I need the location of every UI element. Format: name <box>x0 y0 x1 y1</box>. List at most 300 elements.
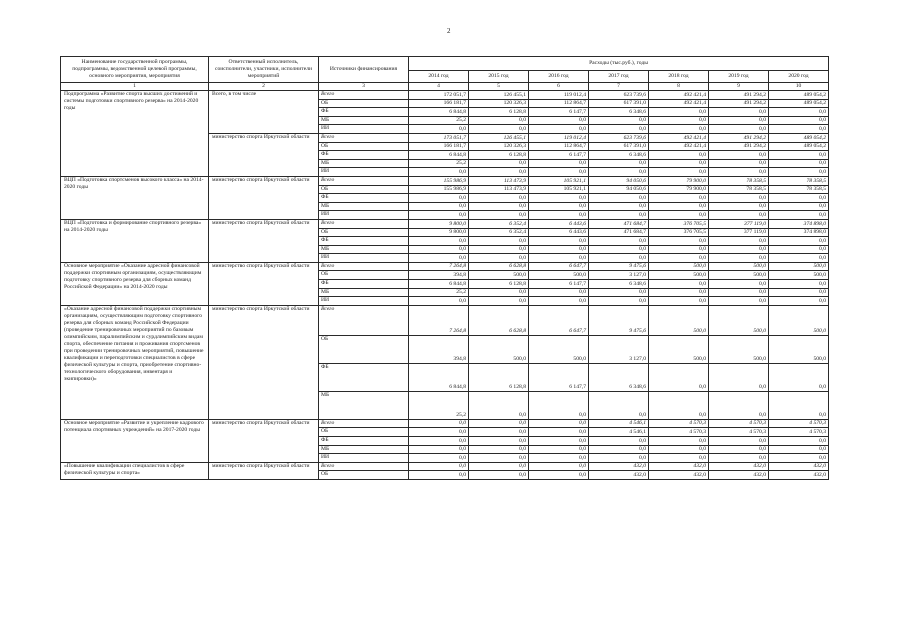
row-source: ИИ <box>319 125 409 134</box>
expenses-table <box>60 56 829 480</box>
row-value: 0,0 <box>649 288 709 297</box>
row-value: 6 844,8 <box>409 280 469 289</box>
row-value: 0,0 <box>469 159 529 168</box>
row-value: 500,0 <box>769 305 829 335</box>
header-year: 2020 год <box>769 70 829 82</box>
row-value: 166 181,7 <box>409 142 469 151</box>
row-value: 0,0 <box>529 125 589 134</box>
row-source: Всего <box>319 262 409 271</box>
row-value: 394,8 <box>409 271 469 280</box>
row-value: 0,0 <box>469 194 529 203</box>
row-value: 0,0 <box>649 194 709 203</box>
row-value: 500,0 <box>649 271 709 280</box>
row-value: 172 051,7 <box>409 91 469 100</box>
row-value: 0,0 <box>769 194 829 203</box>
row-value: 0,0 <box>469 288 529 297</box>
row-value: 0,0 <box>769 211 829 220</box>
row-value: 4 546,1 <box>589 419 649 428</box>
row-value: 0,0 <box>709 194 769 203</box>
row-value: 0,0 <box>649 202 709 211</box>
row-value: 0,0 <box>649 125 709 134</box>
row-value: 25,2 <box>409 391 469 419</box>
row-value: 6 128,8 <box>469 108 529 117</box>
row-value: 0,0 <box>589 437 649 446</box>
row-value: 6 844,8 <box>409 108 469 117</box>
row-value: 0,0 <box>469 202 529 211</box>
row-source: МБ <box>319 445 409 454</box>
row-value: 0,0 <box>649 363 709 391</box>
header-year: 2019 год <box>709 70 769 82</box>
row-value: 377 119,0 <box>709 219 769 228</box>
row-source: МБ <box>319 245 409 254</box>
row-value: 0,0 <box>409 428 469 437</box>
row-value: 6 147,7 <box>529 363 589 391</box>
row-value: 155 986,9 <box>409 185 469 194</box>
row-value: 0,0 <box>529 211 589 220</box>
row-source: МБ <box>319 288 409 297</box>
row-value: 78 358,5 <box>769 176 829 185</box>
row-value: 0,0 <box>649 168 709 177</box>
row-value: 377 119,0 <box>709 228 769 237</box>
row-value: 0,0 <box>769 363 829 391</box>
row-value: 119 012,4 <box>529 91 589 100</box>
row-value: 4 570,3 <box>769 419 829 428</box>
header-responsible: Ответственный исполнитель, соисполнители, участники, исполнители мероприятий <box>209 57 319 83</box>
row-source: ИИ <box>319 254 409 263</box>
row-value: 6 348,6 <box>589 280 649 289</box>
row-source: МБ <box>319 391 409 419</box>
row-value: 0,0 <box>469 297 529 306</box>
row-value: 0,0 <box>409 419 469 428</box>
row-source: МБ <box>319 159 409 168</box>
row-name: «Повышение квалификации специалистов в сфере физической культуры и спорта» <box>61 462 209 479</box>
row-value: 0,0 <box>409 454 469 463</box>
row-value: 491 294,2 <box>709 99 769 108</box>
row-value: 492 421,4 <box>649 133 709 142</box>
row-value: 113 473,9 <box>469 176 529 185</box>
row-source: ФБ <box>319 151 409 160</box>
row-value: 112 864,7 <box>529 142 589 151</box>
row-value: 3 127,0 <box>589 271 649 280</box>
row-source: ОБ <box>319 335 409 363</box>
row-value: 0,0 <box>649 159 709 168</box>
row-value: 432,0 <box>589 471 649 480</box>
row-value: 155 986,9 <box>409 176 469 185</box>
row-value: 4 570,3 <box>769 428 829 437</box>
row-value: 500,0 <box>709 271 769 280</box>
row-value: 0,0 <box>409 168 469 177</box>
row-value: 0,0 <box>469 168 529 177</box>
row-value: 6 628,8 <box>469 262 529 271</box>
row-value: 432,0 <box>769 471 829 480</box>
row-value: 623 739,6 <box>589 133 649 142</box>
row-value: 0,0 <box>709 288 769 297</box>
row-value: 0,0 <box>769 202 829 211</box>
row-name: Подпрограмма «Развитие спорта высших достижений и системы подготовки спортивного резерва» на 2014-2020 годы <box>61 91 209 177</box>
row-value: 166 181,7 <box>409 99 469 108</box>
row-value: 432,0 <box>649 462 709 471</box>
row-value: 471 684,7 <box>589 228 649 237</box>
row-value: 0,0 <box>769 245 829 254</box>
row-value: 78 358,5 <box>709 176 769 185</box>
row-value: 0,0 <box>469 237 529 246</box>
row-name: Основное мероприятие «Оказание адресной финансовой поддержки спортивным организациям, осуществляющим подготовку спортивного резерва для сборных команд Российской Федерации» на 2014-2020 годы <box>61 262 209 305</box>
row-responsible: министерство спорта Иркутской области <box>209 419 319 462</box>
row-value: 4 570,3 <box>709 428 769 437</box>
table-body <box>61 91 829 480</box>
row-value: 492 421,4 <box>649 142 709 151</box>
row-value: 500,0 <box>649 335 709 363</box>
row-value: 0,0 <box>649 245 709 254</box>
row-value: 0,0 <box>529 297 589 306</box>
row-value: 0,0 <box>589 125 649 134</box>
header-expenses: Расходы (тыс.руб.), годы <box>409 57 829 71</box>
row-value: 0,0 <box>709 116 769 125</box>
row-value: 0,0 <box>409 471 469 480</box>
row-value: 0,0 <box>409 125 469 134</box>
row-value: 0,0 <box>709 391 769 419</box>
row-value: 491 294,2 <box>709 133 769 142</box>
row-value: 0,0 <box>589 211 649 220</box>
table-row <box>61 176 829 185</box>
row-value: 500,0 <box>769 262 829 271</box>
row-value: 500,0 <box>769 335 829 363</box>
row-value: 9 800,0 <box>409 228 469 237</box>
row-value: 0,0 <box>529 437 589 446</box>
header-year: 2014 год <box>409 70 469 82</box>
row-value: 0,0 <box>469 454 529 463</box>
row-source: Всего <box>319 219 409 228</box>
row-value: 0,0 <box>409 211 469 220</box>
row-value: 0,0 <box>769 391 829 419</box>
row-value: 0,0 <box>469 125 529 134</box>
row-value: 7 264,8 <box>409 262 469 271</box>
row-value: 0,0 <box>589 202 649 211</box>
row-source: Всего <box>319 305 409 335</box>
row-value: 6 352,4 <box>469 228 529 237</box>
row-value: 120 326,3 <box>469 99 529 108</box>
row-value: 0,0 <box>649 151 709 160</box>
row-value: 489 054,2 <box>769 142 829 151</box>
row-value: 0,0 <box>409 245 469 254</box>
row-value: 4 570,3 <box>649 428 709 437</box>
row-value: 0,0 <box>409 254 469 263</box>
row-value: 0,0 <box>709 280 769 289</box>
row-value: 489 054,2 <box>769 133 829 142</box>
row-value: 0,0 <box>709 125 769 134</box>
row-value: 0,0 <box>469 211 529 220</box>
row-value: 0,0 <box>589 391 649 419</box>
row-source: ОБ <box>319 185 409 194</box>
row-value: 0,0 <box>769 254 829 263</box>
row-value: 3 127,0 <box>589 335 649 363</box>
row-value: 0,0 <box>589 194 649 203</box>
row-value: 126 455,1 <box>469 91 529 100</box>
row-value: 0,0 <box>649 211 709 220</box>
row-source: Всего <box>319 133 409 142</box>
table-row <box>61 419 829 428</box>
row-value: 0,0 <box>469 116 529 125</box>
row-source: МБ <box>319 202 409 211</box>
row-value: 0,0 <box>769 297 829 306</box>
row-value: 0,0 <box>589 454 649 463</box>
table-row <box>61 219 829 228</box>
row-value: 500,0 <box>709 262 769 271</box>
header-year: 2018 год <box>649 70 709 82</box>
row-source: ИИ <box>319 297 409 306</box>
row-source: ИИ <box>319 211 409 220</box>
row-source: ОБ <box>319 142 409 151</box>
row-value: 0,0 <box>769 454 829 463</box>
row-value: 0,0 <box>529 288 589 297</box>
row-value: 0,0 <box>589 237 649 246</box>
row-value: 6 147,7 <box>529 280 589 289</box>
header-year: 2017 год <box>589 70 649 82</box>
row-value: 376 705,5 <box>649 219 709 228</box>
header-column-number: 9 <box>709 83 769 91</box>
header-column-number: 7 <box>589 83 649 91</box>
row-value: 0,0 <box>589 159 649 168</box>
row-source: ОБ <box>319 471 409 480</box>
row-source: ОБ <box>319 271 409 280</box>
row-value: 0,0 <box>469 245 529 254</box>
row-value: 0,0 <box>529 428 589 437</box>
row-value: 0,0 <box>469 391 529 419</box>
row-value: 0,0 <box>709 437 769 446</box>
row-value: 0,0 <box>649 297 709 306</box>
header-column-number: 4 <box>409 83 469 91</box>
row-value: 6 147,7 <box>529 151 589 160</box>
row-value: 25,2 <box>409 288 469 297</box>
row-value: 0,0 <box>409 237 469 246</box>
row-value: 432,0 <box>649 471 709 480</box>
row-value: 432,0 <box>709 471 769 480</box>
row-value: 0,0 <box>709 363 769 391</box>
row-value: 432,0 <box>589 462 649 471</box>
row-value: 394,8 <box>409 335 469 363</box>
row-source: ИИ <box>319 454 409 463</box>
row-value: 0,0 <box>469 254 529 263</box>
row-source: ФБ <box>319 237 409 246</box>
row-value: 126 455,1 <box>469 133 529 142</box>
row-name: ВЦП «Подготовка и формирование спортивного резерва» на 2014-2020 годы <box>61 219 209 262</box>
row-value: 0,0 <box>709 445 769 454</box>
row-value: 6 647,7 <box>529 305 589 335</box>
row-value: 374 898,0 <box>769 228 829 237</box>
row-value: 6 844,8 <box>409 151 469 160</box>
row-responsible: Всего, в том числе <box>209 91 319 134</box>
row-value: 0,0 <box>469 428 529 437</box>
row-value: 617 391,0 <box>589 99 649 108</box>
row-value: 0,0 <box>769 151 829 160</box>
header-year: 2015 год <box>469 70 529 82</box>
row-value: 489 054,2 <box>769 99 829 108</box>
row-value: 0,0 <box>709 202 769 211</box>
row-value: 25,2 <box>409 159 469 168</box>
row-source: Всего <box>319 462 409 471</box>
row-value: 0,0 <box>589 245 649 254</box>
row-value: 6 147,7 <box>529 108 589 117</box>
row-value: 0,0 <box>769 116 829 125</box>
row-value: 78 358,5 <box>769 185 829 194</box>
row-value: 0,0 <box>649 254 709 263</box>
header-source: Источники финансирования <box>319 57 409 83</box>
row-value: 0,0 <box>709 245 769 254</box>
row-value: 0,0 <box>709 237 769 246</box>
row-source: ФБ <box>319 363 409 391</box>
row-source: Всего <box>319 419 409 428</box>
header-column-number: 3 <box>319 83 409 91</box>
row-value: 0,0 <box>409 202 469 211</box>
row-source: Всего <box>319 91 409 100</box>
row-name: Основное мероприятие «Развитие и укрепление кадрового потенциала спортивных учреждений» на 2017-2020 годы <box>61 419 209 462</box>
row-value: 0,0 <box>589 116 649 125</box>
row-value: 0,0 <box>589 297 649 306</box>
row-value: 0,0 <box>469 445 529 454</box>
row-value: 0,0 <box>589 288 649 297</box>
row-value: 0,0 <box>649 391 709 419</box>
row-value: 0,0 <box>589 168 649 177</box>
row-value: 0,0 <box>589 445 649 454</box>
row-value: 0,0 <box>529 202 589 211</box>
row-value: 0,0 <box>529 168 589 177</box>
row-value: 0,0 <box>709 151 769 160</box>
row-value: 500,0 <box>529 335 589 363</box>
row-value: 0,0 <box>769 445 829 454</box>
row-value: 0,0 <box>529 462 589 471</box>
row-value: 78 358,5 <box>709 185 769 194</box>
row-responsible: министерство спорта Иркутской области <box>209 133 319 176</box>
row-source: Всего <box>319 176 409 185</box>
row-source: ФБ <box>319 437 409 446</box>
row-value: 0,0 <box>529 254 589 263</box>
header-column-number: 2 <box>209 83 319 91</box>
header-column-number: 1 <box>61 83 209 91</box>
row-value: 6 128,8 <box>469 280 529 289</box>
row-value: 113 473,9 <box>469 185 529 194</box>
row-value: 500,0 <box>649 305 709 335</box>
row-value: 0,0 <box>469 437 529 446</box>
row-value: 491 294,2 <box>709 142 769 151</box>
row-value: 0,0 <box>529 445 589 454</box>
row-value: 119 012,4 <box>529 133 589 142</box>
row-value: 0,0 <box>529 391 589 419</box>
table-row <box>61 462 829 471</box>
row-value: 376 705,5 <box>649 228 709 237</box>
row-responsible: министерство спорта Иркутской области <box>209 305 319 419</box>
row-value: 0,0 <box>409 194 469 203</box>
table-row <box>61 262 829 271</box>
row-value: 0,0 <box>529 419 589 428</box>
row-value: 0,0 <box>709 168 769 177</box>
row-value: 173 051,7 <box>409 133 469 142</box>
row-value: 0,0 <box>529 116 589 125</box>
row-value: 0,0 <box>529 159 589 168</box>
row-value: 6 348,6 <box>589 108 649 117</box>
row-responsible: министерство спорта Иркутской области <box>209 176 319 219</box>
row-value: 6 844,8 <box>409 363 469 391</box>
row-value: 500,0 <box>649 262 709 271</box>
row-value: 0,0 <box>649 116 709 125</box>
row-value: 4 570,3 <box>709 419 769 428</box>
row-value: 0,0 <box>769 288 829 297</box>
row-value: 25,2 <box>409 116 469 125</box>
row-source: МБ <box>319 116 409 125</box>
page-number: 2 <box>447 27 451 35</box>
row-source: ИИ <box>319 168 409 177</box>
row-value: 6 348,6 <box>589 151 649 160</box>
row-value: 500,0 <box>469 335 529 363</box>
row-source: ФБ <box>319 108 409 117</box>
row-value: 9 475,6 <box>589 262 649 271</box>
row-value: 4 546,1 <box>589 428 649 437</box>
row-value: 492 421,4 <box>649 99 709 108</box>
row-value: 105 921,1 <box>529 176 589 185</box>
row-value: 500,0 <box>709 335 769 363</box>
row-value: 0,0 <box>469 419 529 428</box>
row-value: 0,0 <box>709 254 769 263</box>
row-value: 0,0 <box>529 245 589 254</box>
row-name: «Оказание адресной финансовой поддержки спортивным организациям, осуществляющим подготовку спортивного резерва для сборных команд Российской Федерации (проведение тренировочных мероприятий по базовым олимпийским, паралимпийским и сурдлимпийским видам спорта, обеспечение питания и проживания спортсменов при проведении тренировочных мероприятий, повышение квалификации и переподготовки специалистов в сфере физической культуры и спорта, приобретение спортивно-технологического оборудования, инвентаря и экипировки)» <box>61 305 209 419</box>
row-value: 79 900,0 <box>649 185 709 194</box>
row-value: 6 352,4 <box>469 219 529 228</box>
row-value: 0,0 <box>409 462 469 471</box>
row-value: 0,0 <box>649 437 709 446</box>
row-value: 120 326,3 <box>469 142 529 151</box>
row-value: 0,0 <box>769 125 829 134</box>
row-source: ОБ <box>319 428 409 437</box>
row-source: ОБ <box>319 228 409 237</box>
row-value: 500,0 <box>709 305 769 335</box>
row-value: 0,0 <box>649 280 709 289</box>
row-value: 6 348,6 <box>589 363 649 391</box>
row-value: 6 628,8 <box>469 305 529 335</box>
row-value: 0,0 <box>589 254 649 263</box>
row-value: 105 921,1 <box>529 185 589 194</box>
header-name: Наименование государственной программы, подпрограммы, ведомственной целевой программы, основного мероприятия, мероприятия <box>61 57 209 83</box>
row-value: 0,0 <box>709 454 769 463</box>
row-value: 0,0 <box>409 445 469 454</box>
row-responsible: министерство спорта Иркутской области <box>209 462 319 479</box>
row-value: 6 443,6 <box>529 219 589 228</box>
header-column-number: 6 <box>529 83 589 91</box>
row-value: 0,0 <box>529 194 589 203</box>
row-value: 0,0 <box>649 445 709 454</box>
row-value: 623 739,6 <box>589 91 649 100</box>
row-value: 0,0 <box>529 454 589 463</box>
row-value: 500,0 <box>769 271 829 280</box>
row-value: 0,0 <box>769 237 829 246</box>
row-value: 79 900,0 <box>649 176 709 185</box>
row-value: 500,0 <box>469 271 529 280</box>
row-value: 0,0 <box>649 237 709 246</box>
row-value: 489 054,2 <box>769 91 829 100</box>
header-column-number: 10 <box>769 83 829 91</box>
table-row <box>61 305 829 335</box>
header-column-number: 8 <box>649 83 709 91</box>
row-value: 0,0 <box>709 159 769 168</box>
table-header <box>61 57 829 91</box>
row-value: 112 864,7 <box>529 99 589 108</box>
header-year: 2016 год <box>529 70 589 82</box>
row-value: 4 570,3 <box>649 419 709 428</box>
table-row <box>61 91 829 100</box>
row-source: ФБ <box>319 280 409 289</box>
row-value: 0,0 <box>529 237 589 246</box>
row-value: 471 684,7 <box>589 219 649 228</box>
row-value: 0,0 <box>769 280 829 289</box>
row-value: 0,0 <box>709 108 769 117</box>
